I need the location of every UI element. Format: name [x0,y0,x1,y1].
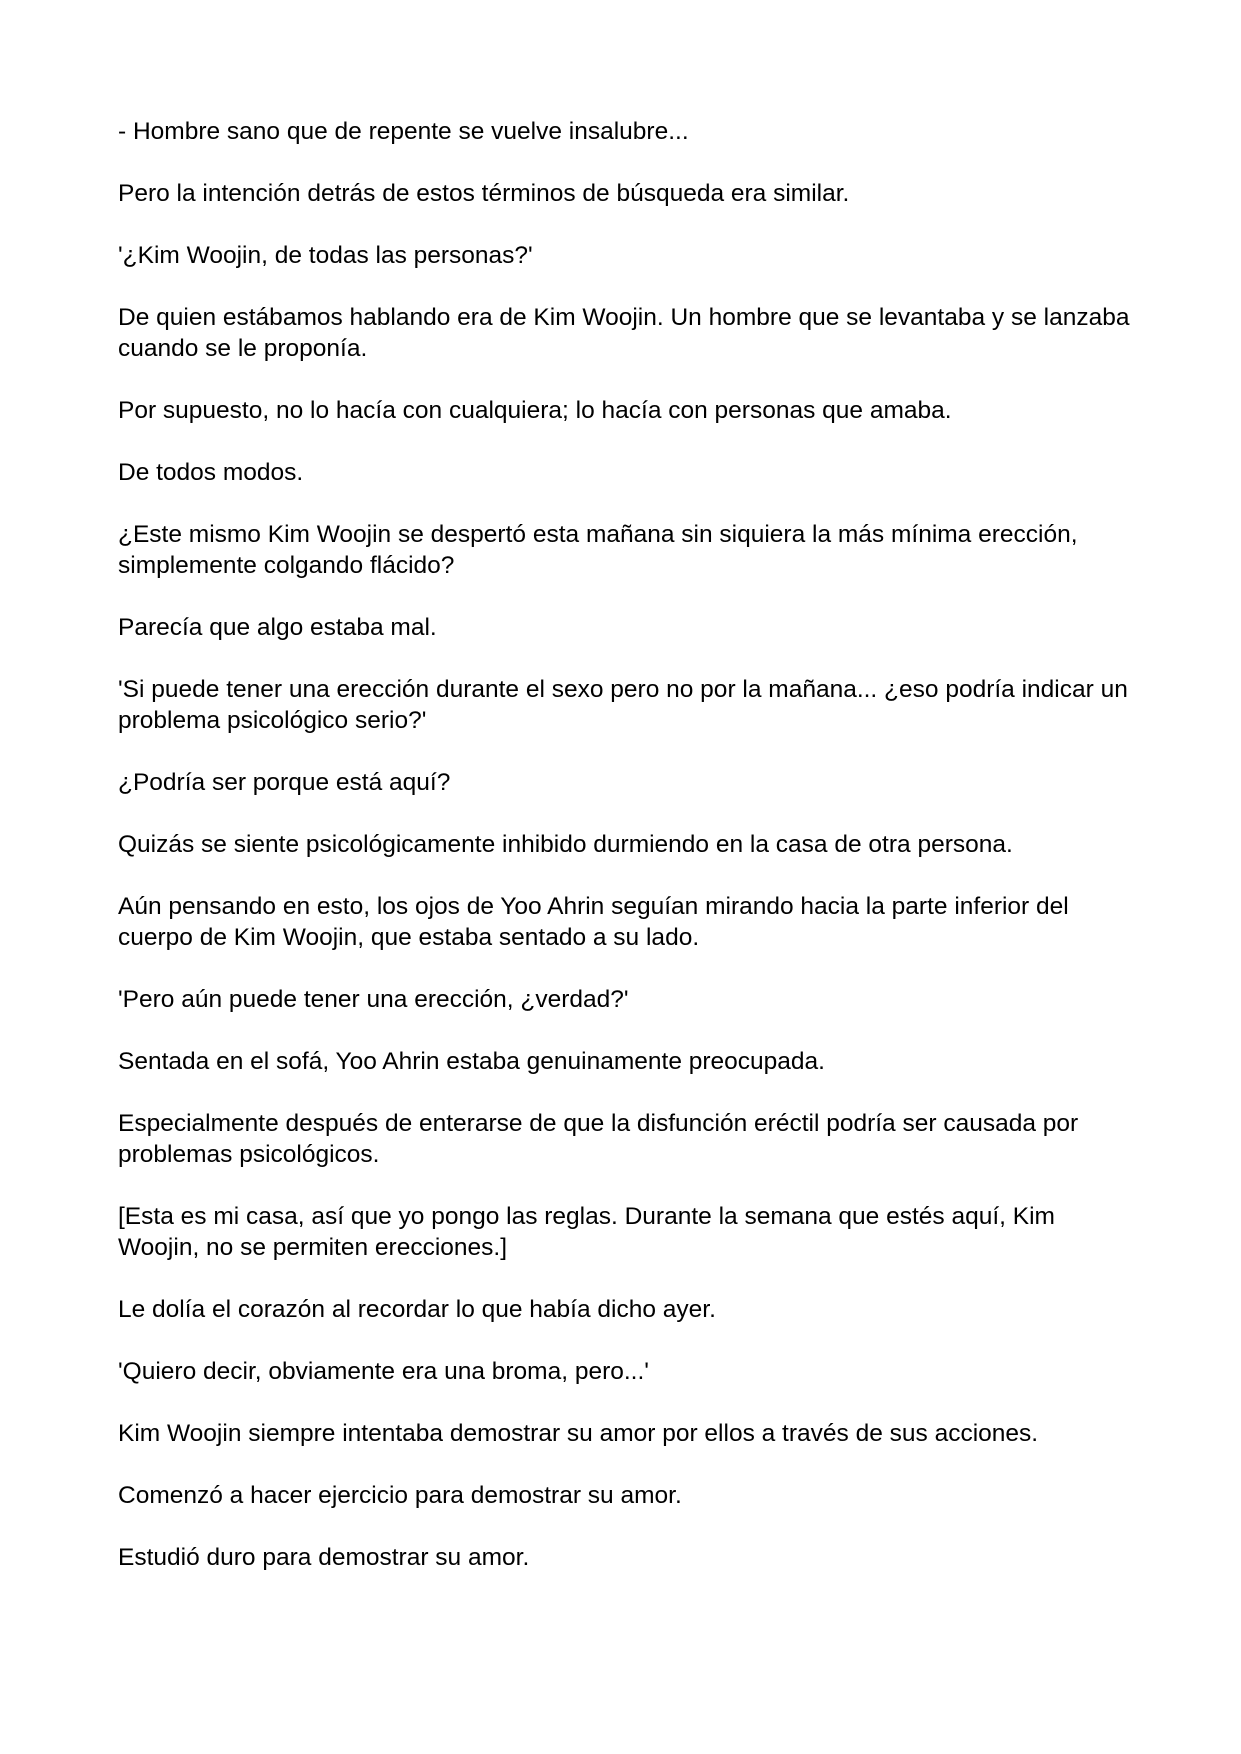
paragraph: Parecía que algo estaba mal. [118,614,437,641]
paragraph: Por supuesto, no lo hacía con cualquiera; lo hacía con personas que amaba. [118,397,952,424]
paragraph: - Hombre sano que de repente se vuelve insalubre... [118,118,689,145]
document-body [118,116,1138,1573]
paragraph: Estudió duro para demostrar su amor. [118,1544,530,1571]
paragraph: [Esta es mi casa, así que yo pongo las reglas. Durante la semana que estés aquí, Kim Woojin, no se permiten erecciones.] [118,1203,1055,1261]
paragraph: Sentada en el sofá, Yoo Ahrin estaba genuinamente preocupada. [118,1048,825,1075]
paragraph: 'Pero aún puede tener una erección, ¿verdad?' [118,986,629,1013]
paragraph: De quien estábamos hablando era de Kim Woojin. Un hombre que se levantaba y se lanzaba cuando se le proponía. [118,304,1130,362]
paragraph: ¿Podría ser porque está aquí? [118,769,451,796]
paragraph: Especialmente después de enterarse de que la disfunción eréctil podría ser causada por problemas psicológicos. [118,1110,1079,1168]
paragraph: ¿Este mismo Kim Woojin se despertó esta mañana sin siquiera la más mínima erección, simplemente colgando flácido? [118,521,1078,579]
paragraph: Le dolía el corazón al recordar lo que había dicho ayer. [118,1296,716,1323]
paragraph: Comenzó a hacer ejercicio para demostrar su amor. [118,1482,682,1509]
paragraph: 'Si puede tener una erección durante el sexo pero no por la mañana... ¿eso podría indicar un problema psicológico serio?' [118,676,1128,734]
paragraph: 'Quiero decir, obviamente era una broma, pero...' [118,1358,649,1385]
paragraph: Kim Woojin siempre intentaba demostrar su amor por ellos a través de sus acciones. [118,1420,1039,1447]
paragraph: De todos modos. [118,459,304,486]
paragraph: Aún pensando en esto, los ojos de Yoo Ahrin seguían mirando hacia la parte inferior del cuerpo de Kim Woojin, que estaba sentado a su lado. [118,893,1069,951]
paragraph: Pero la intención detrás de estos términos de búsqueda era similar. [118,180,850,207]
paragraph: '¿Kim Woojin, de todas las personas?' [118,242,533,269]
paragraph: Quizás se siente psicológicamente inhibido durmiendo en la casa de otra persona. [118,831,1013,858]
